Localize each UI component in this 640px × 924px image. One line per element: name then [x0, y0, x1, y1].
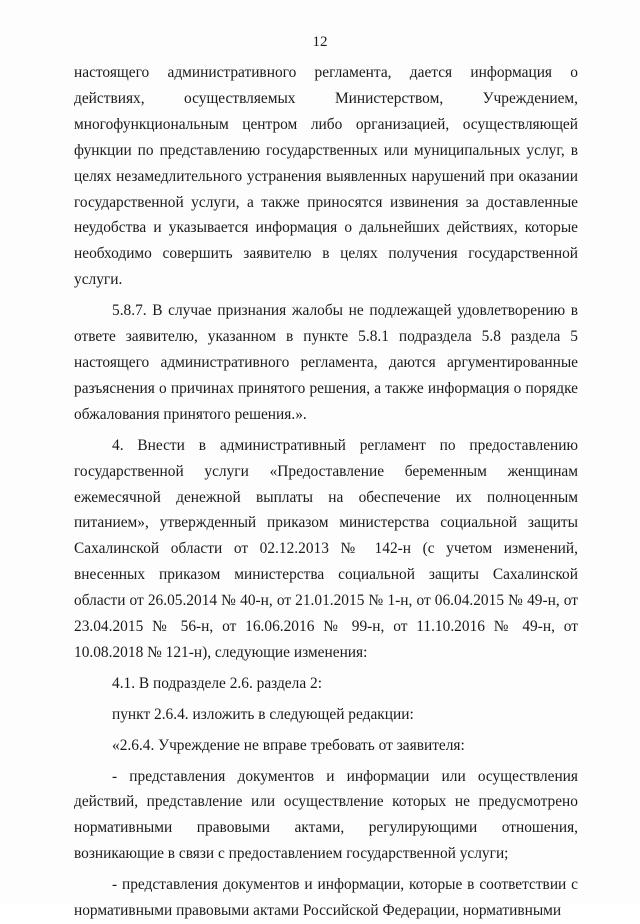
paragraph-2-6-4-quote: «2.6.4. Учреждение не вправе требовать от заявителя: — [112, 736, 465, 754]
paragraph-point-2-6-4: пункт 2.6.4. изложить в следующей редакции: — [112, 705, 414, 723]
paragraph-item-4: 4. Внести в административный регламент по предоставлению государственной услуги «Предоставление беременным женщинам ежемесячной денежной выплаты на обеспечение их полноценным питанием», утвержденный приказом министерства социальной защиты Сахалинской области от 02.12.2013 № 142-н (с учетом изменений, внесенных приказом министерства социальной защиты Сахалинской области от 26.05.2014 № 40-н, от 21.01.2015 № 1-н, от 06.04.2015 № 49-н, от 23.04.2015 № 56-н, от 16.06.2016 № 99-н, от 11.10.2016 № 49-н, от 10.08.2018 № 121-н), следующие изменения: — [74, 436, 578, 661]
list-item-documents-actions: - представления документов и информации или осуществления действий, представление или осуществление которых не предусмотрено нормативными правовыми актами, регулирующими отношения, возникающие в связи с предоставлением государственной услуги; — [74, 767, 578, 863]
paragraph-item-4-1: 4.1. В подразделе 2.6. раздела 2: — [112, 674, 322, 692]
list-item-documents-info: - представления документов и информации, которые в соответствии с нормативными правовыми актами Российской Федерации, нормативными — [74, 876, 578, 920]
paragraph-5-8-7: 5.8.7. В случае признания жалобы не подлежащей удовлетворению в ответе заявителю, указанном в пункте 5.8.1 подраздела 5.8 раздела 5 настоящего административного регламента, даются аргументированные разъяснения о причинах принятого решения, а также информация о порядке обжалования принятого решения.». — [74, 302, 578, 423]
page-number: 12 — [312, 34, 328, 50]
paragraph-continuation: настоящего административного регламента, дается информация о действиях, осуществляемых Министерством, Учреждением, многофункциональным центром либо организацией, осуществляющей функции по представлению государственных или муниципальных услуг, в целях незамедлительного устранения выявленных нарушений при оказании государственной услуги, а также приносятся извинения за доставленные неудобства и указывается информация о дальнейших действиях, которые необходимо совершить заявителю в целях получения государственной услуги. — [74, 64, 578, 289]
document-body — [74, 60, 578, 924]
